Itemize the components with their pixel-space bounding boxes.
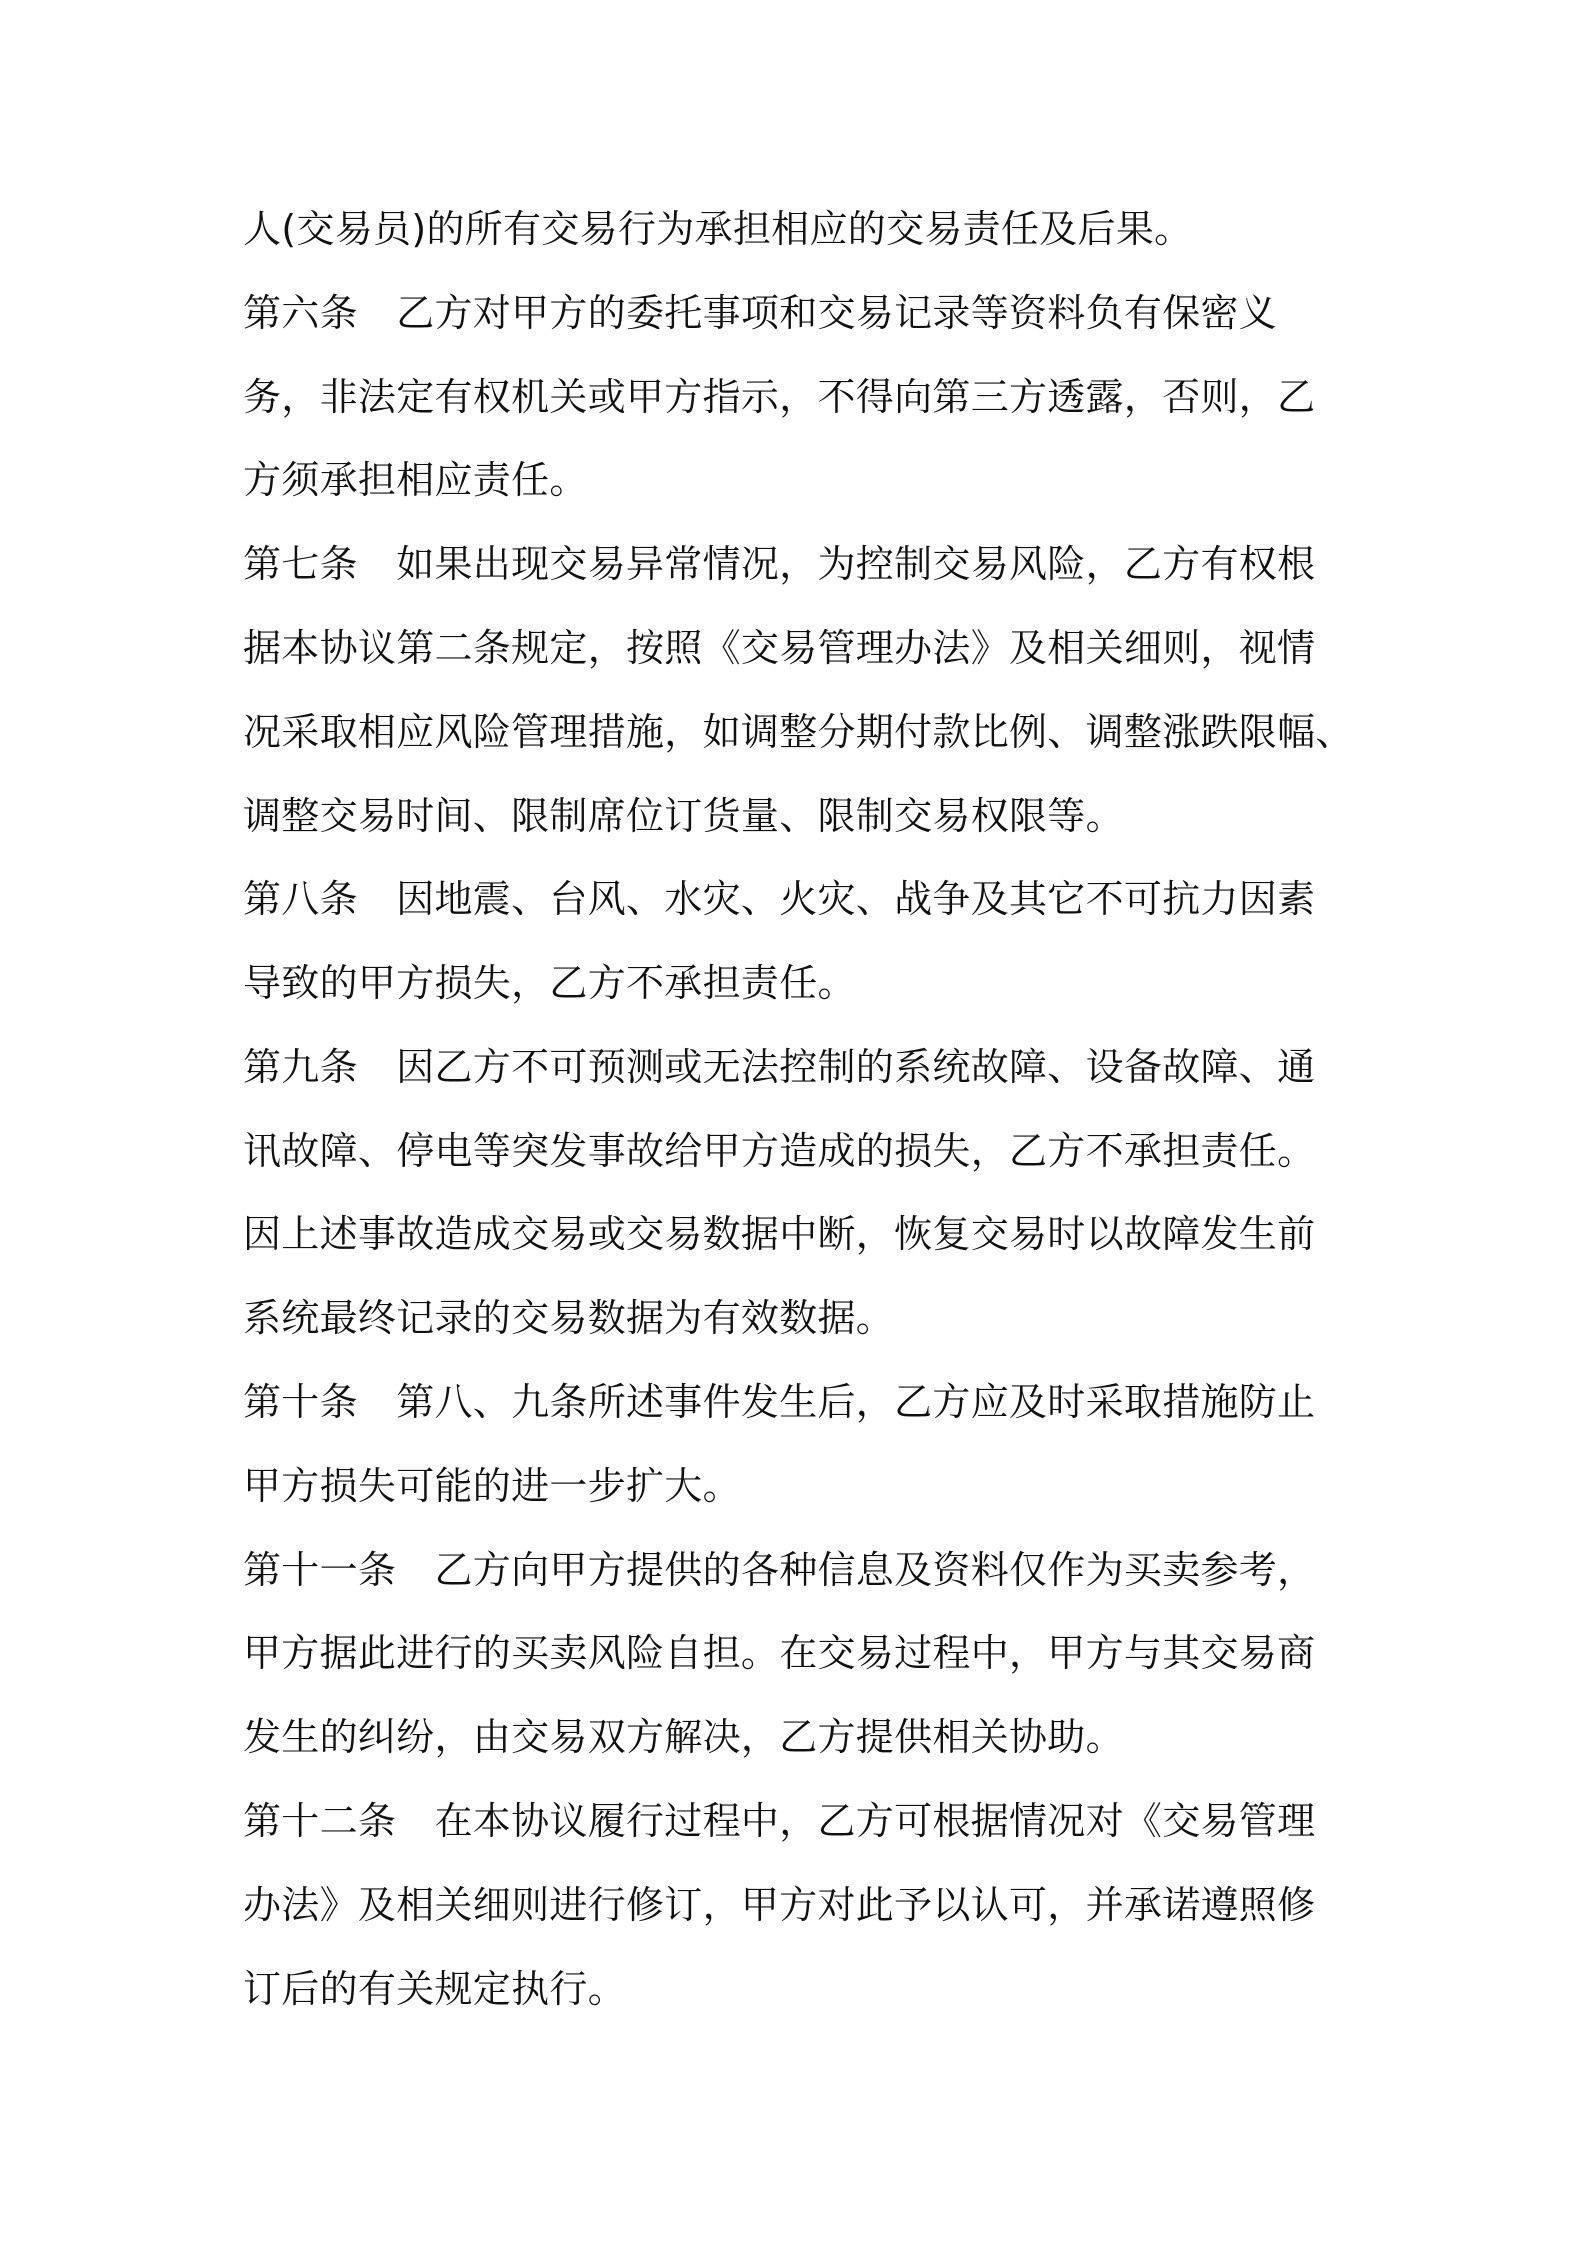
text-line: 发生的纠纷，由交易双方解决，乙方提供相关协助。 [243, 1715, 1124, 1759]
text-line: 系统最终记录的交易数据为有效数据。 [243, 1296, 895, 1340]
text-line: 因上述事故造成交易或交易数据中断，恢复交易时以故障发生前 [243, 1212, 1316, 1256]
text-line: 方须承担相应责任。 [243, 458, 588, 502]
text-line: 调整交易时间、限制席位订货量、限制交易权限等。 [243, 794, 1124, 838]
text-line: 况采取相应风险管理措施，如调整分期付款比例、调整涨跌限幅、 [243, 710, 1354, 754]
article-8-line-1: 第八条 因地震、台风、水灾、火灾、战争及其它不可抗力因素 [243, 877, 1316, 921]
article-9-line-1: 第九条 因乙方不可预测或无法控制的系统故障、设备故障、通 [243, 1045, 1316, 1089]
text-line: 讯故障、停电等突发事故给甲方造成的损失，乙方不承担责任。 [243, 1129, 1316, 1173]
text-line: 订后的有关规定执行。 [243, 1967, 627, 2011]
article-7-line-1: 第七条 如果出现交易异常情况，为控制交易风险，乙方有权根 [243, 542, 1316, 586]
text-line: 甲方据此进行的买卖风险自担。在交易过程中，甲方与其交易商 [243, 1631, 1316, 1675]
text-line: 甲方损失可能的进一步扩大。 [243, 1464, 741, 1508]
text-line: 据本协议第二条规定，按照《交易管理办法》及相关细则，视情 [243, 626, 1316, 670]
article-11-line-1: 第十一条 乙方向甲方提供的各种信息及资料仅作为买卖参考， [243, 1548, 1316, 1592]
article-12-line-1: 第十二条 在本协议履行过程中，乙方可根据情况对《交易管理 [243, 1799, 1316, 1843]
article-10-line-1: 第十条 第八、九条所述事件发生后，乙方应及时采取措施防止 [243, 1380, 1316, 1424]
text-line: 办法》及相关细则进行修订，甲方对此予以认可，并承诺遵照修 [243, 1883, 1316, 1927]
text-line: 导致的甲方损失，乙方不承担责任。 [243, 961, 856, 1005]
article-6-line-1: 第六条 乙方对甲方的委托事项和交易记录等资料负有保密义 [243, 291, 1278, 335]
text-line: 务，非法定有权机关或甲方指示，不得向第三方透露，否则，乙 [243, 375, 1316, 419]
text-line: 人(交易员)的所有交易行为承担相应的交易责任及后果。 [243, 207, 1193, 251]
